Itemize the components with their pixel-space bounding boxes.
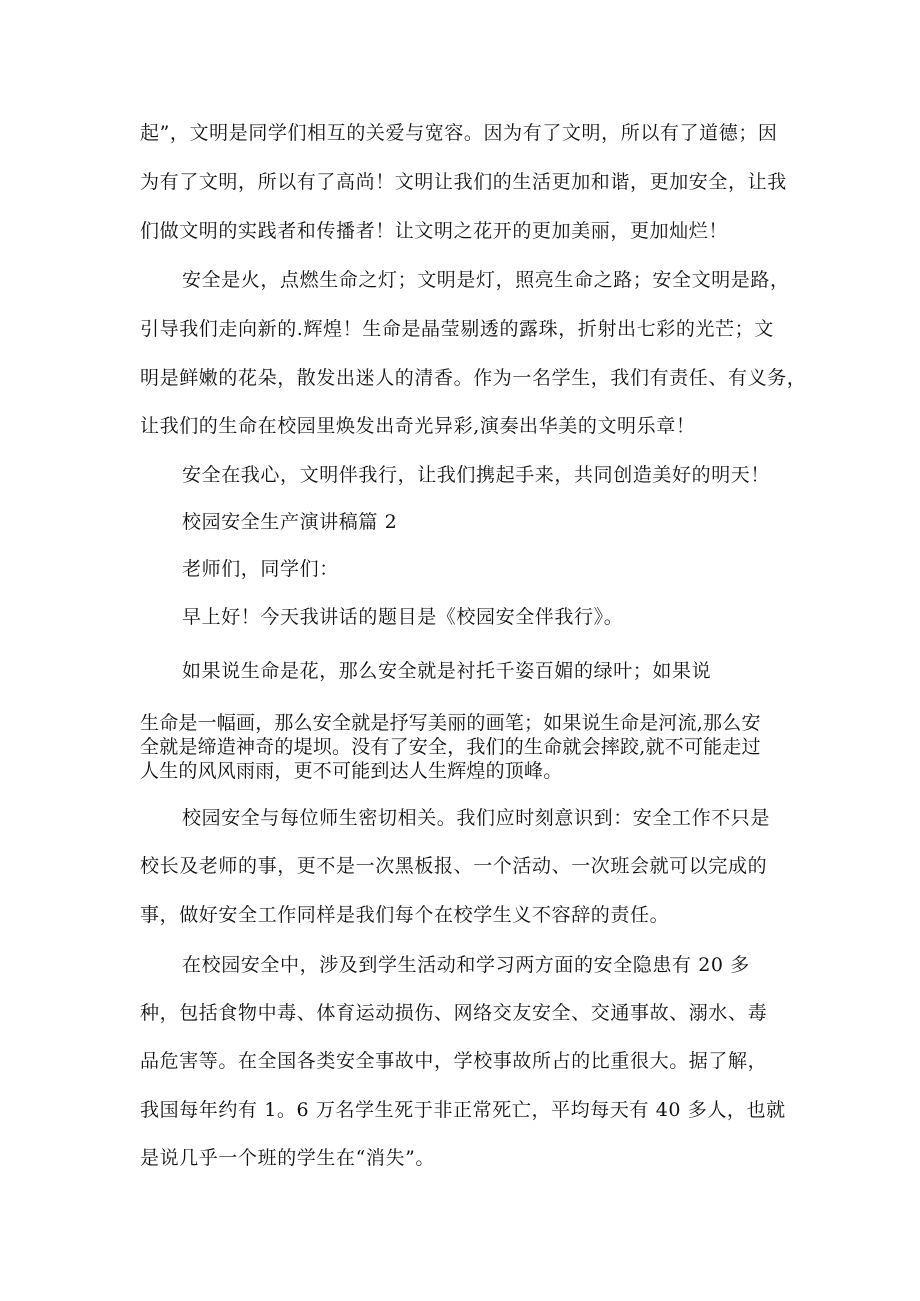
text-line: 校园安全与每位师生密切相关。我们应时刻意识到：安全工作不只是 <box>182 807 771 829</box>
section-heading: 校园安全生产演讲稿篇 2 <box>182 511 398 533</box>
text-line: 种，包括食物中毒、体育运动损伤、网络交友安全、交通事故、溺水、毒 <box>140 1002 768 1024</box>
text-line: 在校园安全中，涉及到学生活动和学习两方面的安全隐患有 20 多 <box>182 954 750 976</box>
text-line: 全就是缔造神奇的堤坝。没有了安全，我们的生命就会摔跤,就不可能走过 <box>140 736 761 758</box>
text-line: 事，做好安全工作同样是我们每个在校学生义不容辞的责任。 <box>140 904 670 926</box>
text-line: 我国每年约有 1。6 万名学生死于非正常死亡，平均每天有 40 多人，也就 <box>140 1099 786 1121</box>
text-line: 起”，文明是同学们相互的关爱与宽容。因为有了文明，所以有了道德；因 <box>140 122 778 144</box>
text-line: 人生的风风雨雨，更不可能到达人生辉煌的顶峰。 <box>140 760 563 782</box>
text-line: 让我们的生命在校园里焕发出奇光异彩,演奏出华美的文明乐章！ <box>140 415 696 437</box>
text-line: 品危害等。在全国各类安全事故中，学校事故所占的比重很大。据了解， <box>140 1050 768 1072</box>
text-line: 是说几乎一个班的学生在“消失”。 <box>140 1147 436 1169</box>
text-line: 早上好！今天我讲话的题目是《校园安全伴我行》。 <box>182 606 624 628</box>
text-line: 如果说生命是花，那么安全就是衬托千姿百媚的绿叶；如果说 <box>182 660 712 682</box>
text-line: 校长及老师的事，更不是一次黑板报、一个活动、一次班会就可以完成的 <box>140 855 768 877</box>
text-line: 安全是火，点燃生命之灯；文明是灯，照亮生命之路；安全文明是路， <box>182 269 790 291</box>
text-line: 们做文明的实践者和传播者！让文明之花开的更加美丽，更加灿烂！ <box>140 220 729 242</box>
salutation: 老师们，同学们： <box>182 558 339 580</box>
text-line: 引导我们走向新的.辉煌！生命是晶莹剔透的露珠，折射出七彩的光芒；文 <box>140 318 774 340</box>
text-line: 为有了文明，所以有了高尚！文明让我们的生活更加和谐，更加安全，让我 <box>140 171 787 193</box>
text-line: 生命是一幅画，那么安全就是抒写美丽的画笔；如果说生命是河流,那么安 <box>140 712 761 734</box>
text-line: 明是鲜嫩的花朵，散发出迷人的清香。作为一名学生，我们有责任、有义务， <box>140 367 807 389</box>
text-line: 安全在我心，文明伴我行，让我们携起手来，共同创造美好的明天！ <box>182 464 771 486</box>
